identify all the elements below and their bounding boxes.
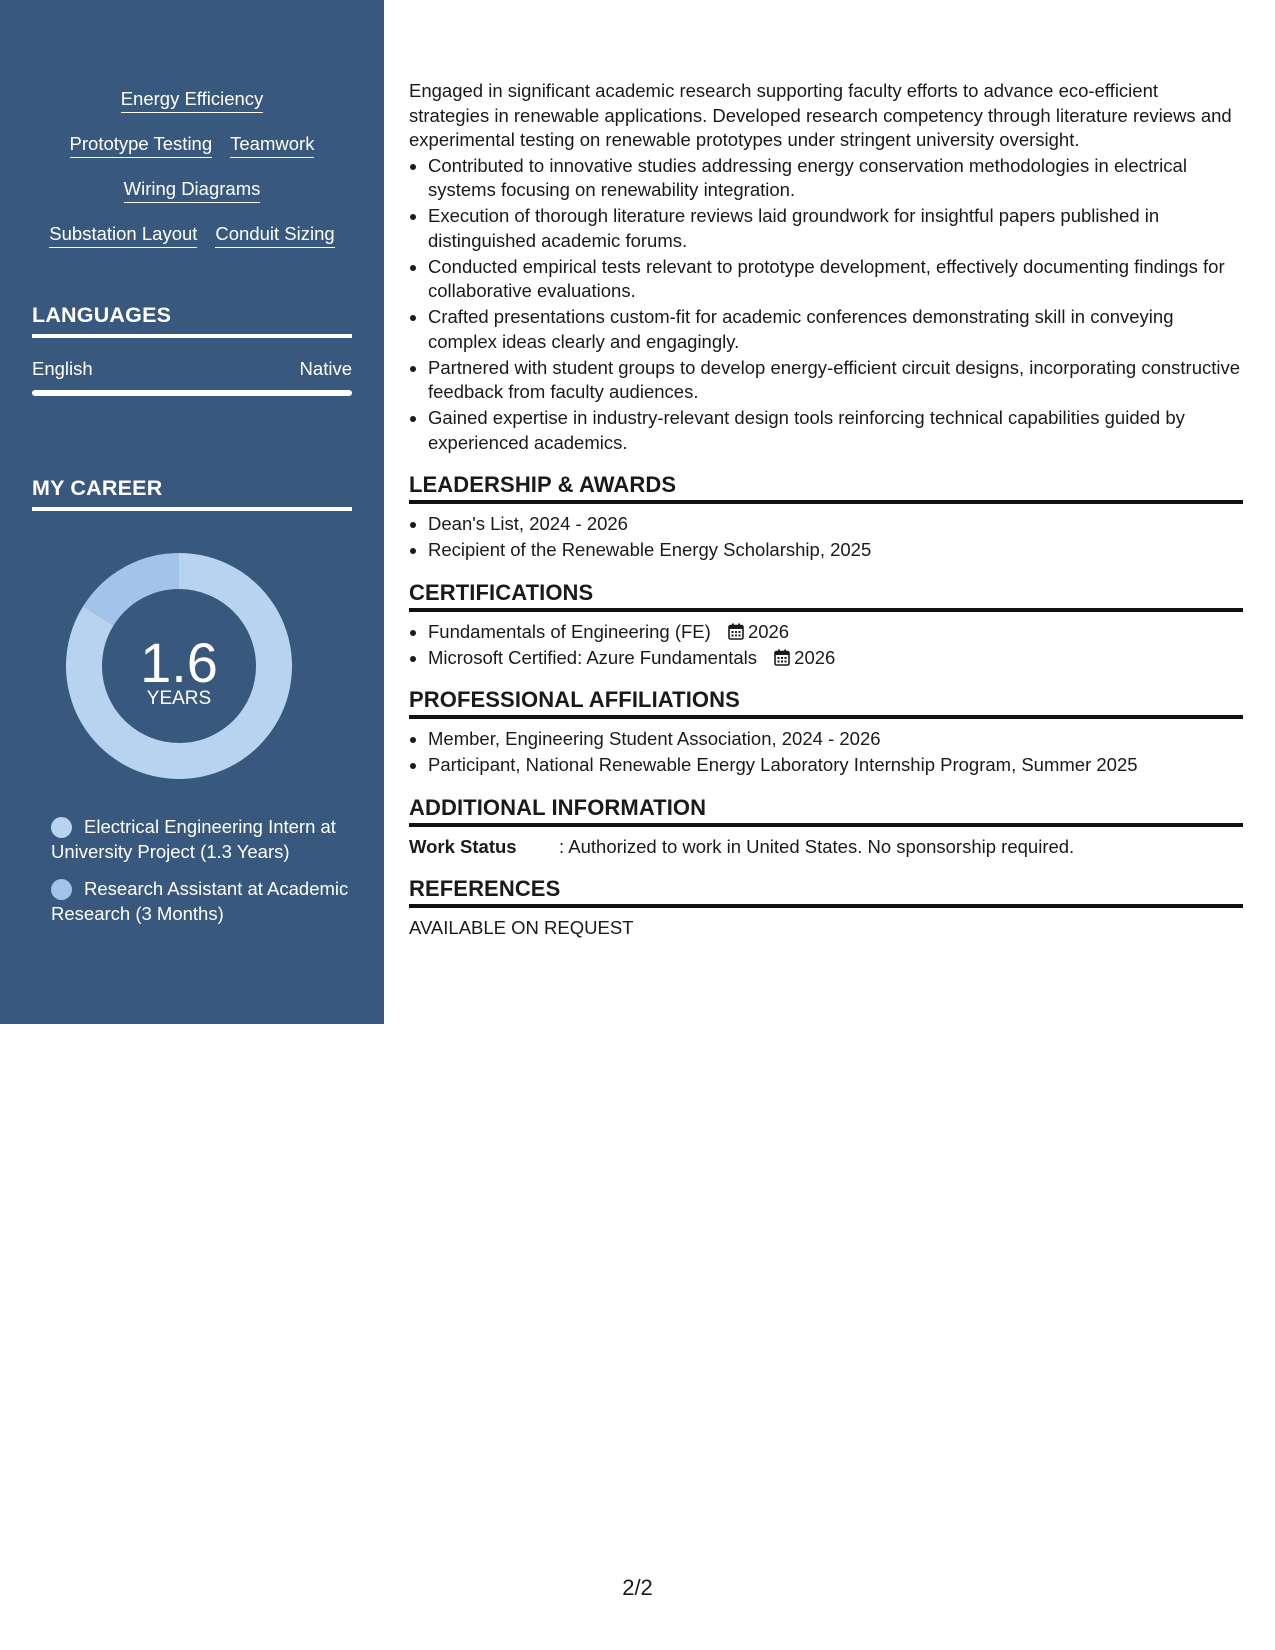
career-heading: MY CAREER <box>32 475 352 511</box>
experience-summary: Engaged in significant academic research supporting faculty efforts to advance eco-efficient strategies in renewable applications. Developed research competency through literature reviews and experimental testing on renewable prototypes under stringent university oversight. <box>409 80 1232 150</box>
leadership-list <box>409 512 1243 563</box>
skills-row <box>0 133 384 158</box>
career-legend <box>51 814 351 938</box>
list-item <box>409 620 1243 645</box>
legend-dot-icon <box>51 817 72 838</box>
calendar-icon <box>728 623 744 640</box>
certifications-heading: CERTIFICATIONS <box>409 579 1243 612</box>
list-item: Participant, National Renewable Energy Laboratory Internship Program, Summer 2025 <box>409 753 1243 778</box>
sidebar <box>0 0 384 1024</box>
skills-row <box>0 88 384 113</box>
list-item: Crafted presentations custom-fit for academic conferences demonstrating skill in conveying complex ideas clearly and engagingly. <box>409 305 1243 354</box>
skills-row <box>0 178 384 203</box>
skills-row <box>0 223 384 248</box>
skill-tag: Prototype Testing <box>70 133 213 158</box>
experience-bullets <box>409 154 1243 456</box>
language-name: English <box>32 358 93 379</box>
languages-heading: LANGUAGES <box>32 302 352 338</box>
certification-year: 2026 <box>794 646 836 668</box>
list-item: Dean's List, 2024 - 2026 <box>409 512 1243 537</box>
certification-year: 2026 <box>747 620 790 642</box>
skill-tag: Substation Layout <box>49 223 197 248</box>
career-legend-label: Research Assistant at Academic Research (3 Months) <box>51 878 349 924</box>
list-item: Member, Engineering Student Association, 2024 - 2026 <box>409 727 1243 752</box>
legend-dot-icon <box>51 879 72 900</box>
skill-tag: Wiring Diagrams <box>124 178 261 203</box>
references-text: AVAILABLE ON REQUEST <box>409 917 634 938</box>
work-status-row <box>409 835 1243 860</box>
donut-segment-2 <box>98 571 179 616</box>
career-total-unit: YEARS <box>146 688 212 709</box>
page-number: 2/2 <box>622 1575 653 1600</box>
work-status-label: Work Status <box>409 835 517 857</box>
list-item: Gained expertise in industry-relevant design tools reinforcing technical capabilities guided by experienced academics. <box>409 406 1243 455</box>
certification-name: Microsoft Certified: Azure Fundamentals <box>428 646 758 668</box>
work-status-value: : Authorized to work in United States. No sponsorship required. <box>559 835 1075 857</box>
list-item: Execution of thorough literature reviews laid groundwork for insightful papers published in distinguished academic forums. <box>409 204 1243 253</box>
career-legend-item <box>51 814 351 864</box>
career-legend-item <box>51 876 351 926</box>
additional-info-heading: ADDITIONAL INFORMATION <box>409 794 1243 827</box>
skill-tag: Conduit Sizing <box>215 223 334 248</box>
language-row <box>32 358 352 380</box>
skill-tag: Energy Efficiency <box>121 88 264 113</box>
references-heading: REFERENCES <box>409 875 1243 908</box>
career-total-value: 1.6 <box>140 631 218 694</box>
list-item: Contributed to innovative studies addressing energy conservation methodologies in electrical systems focusing on renewability integration. <box>409 154 1243 203</box>
certification-name: Fundamentals of Engineering (FE) <box>428 620 711 642</box>
list-item: Partnered with student groups to develop energy-efficient circuit designs, incorporating constructive feedback from faculty audiences. <box>409 356 1243 405</box>
list-item <box>409 646 1243 671</box>
career-legend-label: Electrical Engineering Intern at University Project (1.3 Years) <box>51 816 336 862</box>
certifications-list <box>409 620 1243 671</box>
affiliations-heading: PROFESSIONAL AFFILIATIONS <box>409 686 1243 719</box>
language-proficiency-bar <box>32 390 352 396</box>
list-item: Recipient of the Renewable Energy Scholarship, 2025 <box>409 538 1243 563</box>
skill-tag: Teamwork <box>230 133 314 158</box>
affiliations-list <box>409 727 1243 778</box>
career-donut-chart <box>66 553 292 779</box>
list-item: Conducted empirical tests relevant to prototype development, effectively documenting findings for collaborative evaluations. <box>409 255 1243 304</box>
calendar-icon <box>774 649 790 666</box>
language-level: Native <box>299 358 352 379</box>
main-content <box>409 79 1243 941</box>
leadership-heading: LEADERSHIP & AWARDS <box>409 471 1243 504</box>
